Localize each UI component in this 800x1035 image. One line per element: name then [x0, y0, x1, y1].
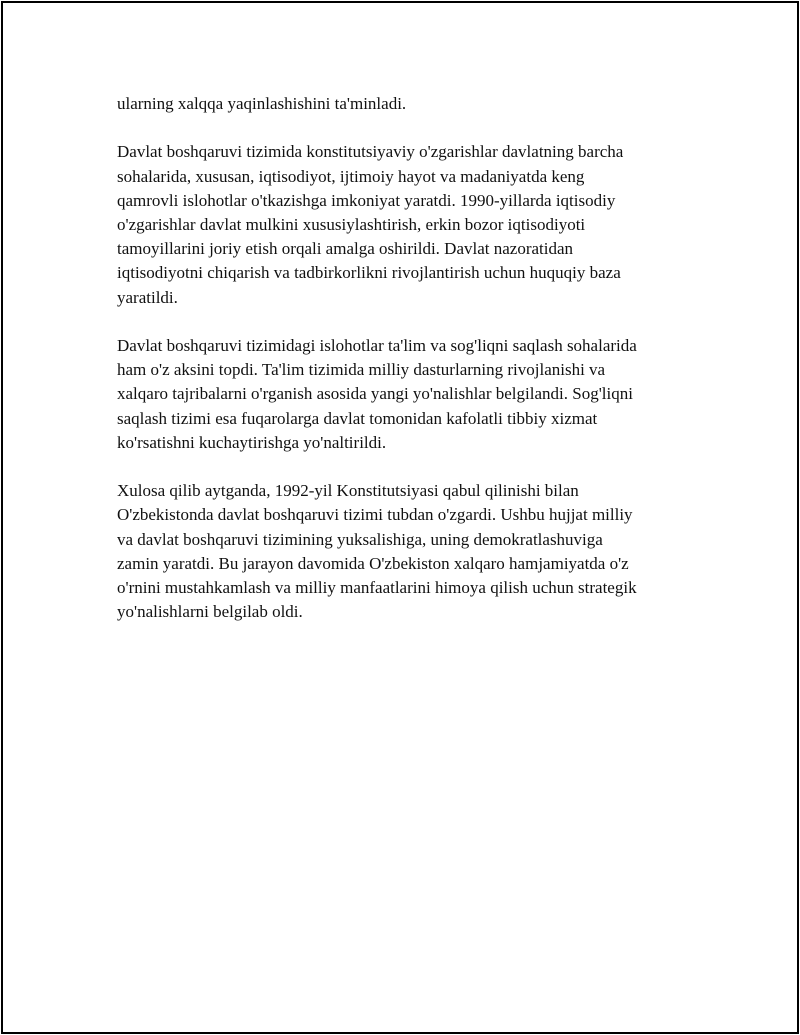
paragraph-1: ularning xalqqa yaqinlashishini ta'minladi. — [117, 94, 407, 113]
paragraph-4: Xulosa qilib aytganda, 1992-yil Konstitutsiyasi qabul qilinishi bilan O'zbekistonda davlat boshqaruvi tizimi tubdan o'zgardi. Ushbu hujjat milliy va davlat boshqaruvi tizimining yuksalishiga, uning demokratlashuviga zamin yaratdi. Bu jarayon davomida O'zbekiston xalqaro hamjamiyatda o'z o'rnini mustahkamlash va milliy manfaatlarini himoya qilish uchun strategik yo'nalishlarni belgilab oldi. — [117, 481, 637, 622]
paragraph-3: Davlat boshqaruvi tizimidagi islohotlar ta'lim va sog'liqni saqlash sohalarida ham o'z aksini topdi. Ta'lim tizimida milliy dasturlarning rivojlanishi va xalqaro tajribalarni o'rganish asosida yangi yo'nalishlar belgilandi. Sog'liqni saqlash tizimi esa fuqarolarga davlat tomonidan kafolatli tibbiy xizmat ko'rsatishni kuchaytirishga yo'naltirildi. — [117, 336, 637, 452]
paragraph-2: Davlat boshqaruvi tizimida konstitutsiyaviy o'zgarishlar davlatning barcha sohalarida, xususan, iqtisodiyot, ijtimoiy hayot va madaniyatda keng qamrovli islohotlar o'tkazishga imkoniyat yaratdi. 1990-yillarda iqtisodiy o'zgarishlar davlat mulkini xususiylashtirish, erkin bozor iqtisodiyoti tamoyillarini joriy etish orqali amalga oshirildi. Davlat nazoratidan iqtisodiyotni chiqarish va tadbirkorlikni rivojlantirish uchun huquqiy baza yaratildi. — [117, 142, 624, 307]
document-body — [117, 92, 692, 649]
